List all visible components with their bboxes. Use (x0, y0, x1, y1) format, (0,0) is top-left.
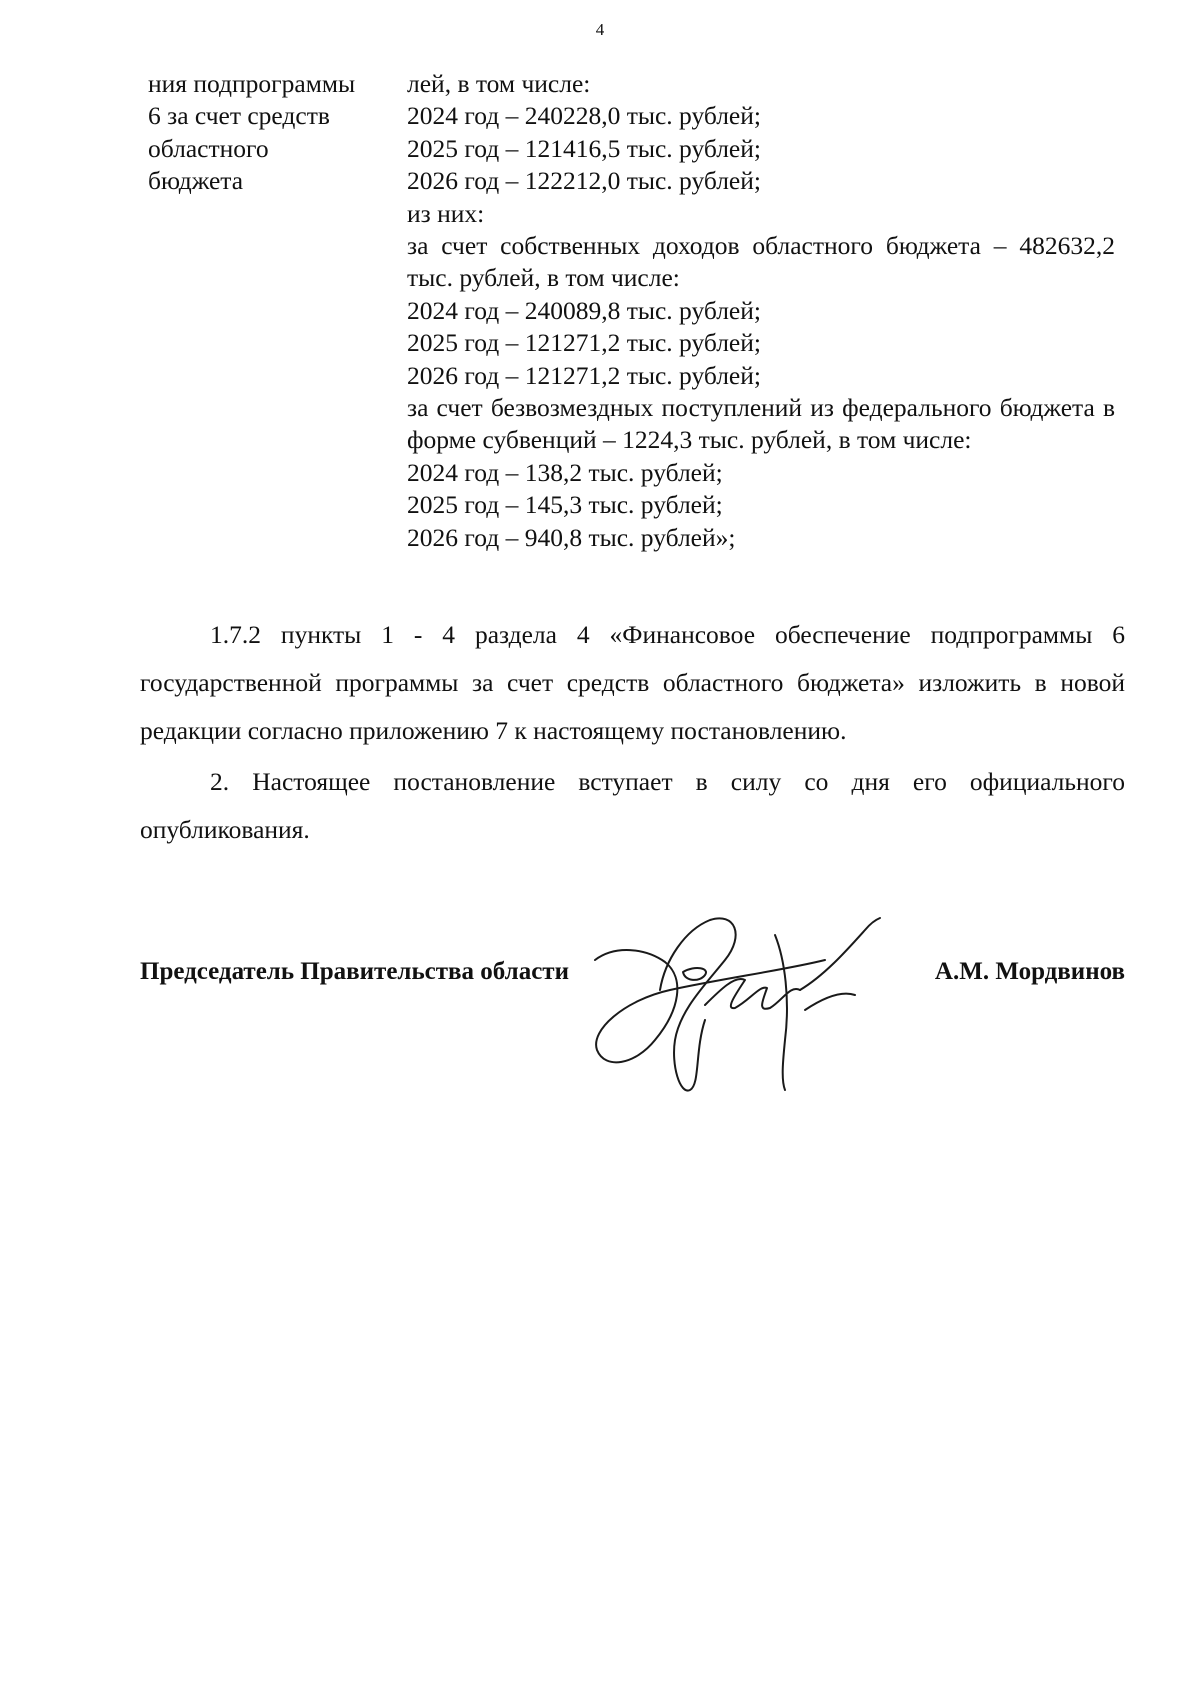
table-right-cell (407, 68, 1115, 554)
page-number: 4 (595, 20, 605, 39)
handwritten-signature (585, 890, 925, 1100)
left-cell-line: ния подпрограммы (148, 69, 356, 98)
budget-line: 2024 год – 240228,0 тыс. рублей; (407, 101, 761, 131)
budget-line: лей, в том числе: (407, 69, 591, 98)
federal-funds-text: за счет безвозмездных поступлений из федерального бюджета в форме субвенций – 1224,3 тыс. рублей, в том числе: (407, 393, 1115, 455)
budget-line: 2026 год – 121271,2 тыс. рублей; (407, 360, 761, 390)
signatory-name: А.М. Мордвинов (934, 958, 1125, 985)
budget-line: 2025 год – 121416,5 тыс. рублей; (407, 133, 761, 163)
budget-line: 2026 год – 940,8 тыс. рублей»; (407, 522, 736, 552)
table-left-cell (148, 68, 388, 198)
signatory-title: Председатель Правительства области (140, 958, 569, 985)
budget-line: из них: (407, 198, 485, 228)
budget-line: 2024 год – 138,2 тыс. рублей; (407, 457, 723, 487)
budget-line: 2025 год – 121271,2 тыс. рублей; (407, 328, 761, 358)
paragraph-2: 2. Настоящее постановление вступает в силу со дня его официального опубликования. (140, 767, 1125, 844)
left-cell-line: областного (148, 133, 269, 163)
left-cell-line: бюджета (148, 166, 244, 196)
left-cell-line: 6 за счет средств (148, 101, 330, 131)
budget-line: 2025 год – 145,3 тыс. рублей; (407, 490, 723, 520)
budget-line: 2024 год – 240089,8 тыс. рублей; (407, 295, 761, 325)
own-income-text: за счет собственных доходов областного бюджета – 482632,2 тыс. рублей, в том числе: (407, 231, 1115, 293)
paragraph-1-7-2: 1.7.2 пункты 1 - 4 раздела 4 «Финансовое обеспечение подпрограммы 6 государственной программы за счет средств областного бюджета» изложить в новой редакции согласно приложению 7 к настоящему постановлению. (140, 620, 1125, 745)
budget-line: 2026 год – 122212,0 тыс. рублей; (407, 166, 761, 196)
